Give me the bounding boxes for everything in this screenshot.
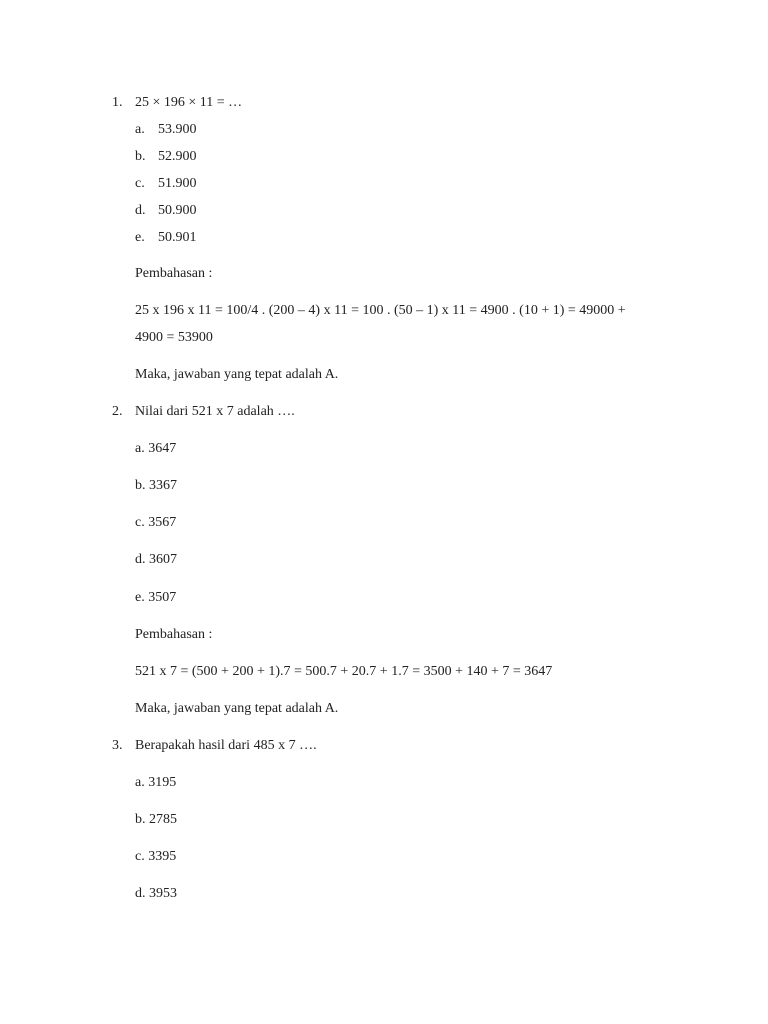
question-text: 25 × 196 × 11 = … [135, 95, 243, 110]
option: c. 3395 [135, 849, 177, 864]
question-text: Nilai dari 521 x 7 adalah …. [135, 404, 295, 419]
option-value: 53.900 [158, 122, 197, 137]
question-number: 3. [112, 738, 123, 753]
option: a. 3647 [135, 441, 177, 456]
discussion-label: Pembahasan : [135, 627, 213, 642]
conclusion: Maka, jawaban yang tepat adalah A. [135, 367, 339, 382]
solution-line: 4900 = 53900 [135, 330, 213, 345]
option: c. 3567 [135, 515, 177, 530]
discussion-label: Pembahasan : [135, 266, 213, 281]
option-value: 52.900 [158, 149, 197, 164]
option: d. 3607 [135, 552, 177, 567]
option-letter: b. [135, 149, 146, 164]
option: d. 3953 [135, 886, 177, 901]
option: a. 3195 [135, 775, 177, 790]
option: e. 3507 [135, 590, 177, 605]
option-value: 50.900 [158, 203, 197, 218]
question-number: 1. [112, 95, 123, 110]
option: b. 3367 [135, 478, 177, 493]
question-text: Berapakah hasil dari 485 x 7 …. [135, 738, 317, 753]
option-letter: d. [135, 203, 146, 218]
option-value: 51.900 [158, 176, 197, 191]
solution-line: 521 x 7 = (500 + 200 + 1).7 = 500.7 + 20.7 + 1.7 = 3500 + 140 + 7 = 3647 [135, 664, 553, 679]
option-letter: e. [135, 230, 145, 245]
option-value: 50.901 [158, 230, 197, 245]
conclusion: Maka, jawaban yang tepat adalah A. [135, 701, 339, 716]
solution-line: 25 x 196 x 11 = 100/4 . (200 – 4) x 11 = 100 . (50 – 1) x 11 = 4900 . (10 + 1) = 49000 + [135, 303, 626, 318]
option: b. 2785 [135, 812, 177, 827]
option-letter: a. [135, 122, 145, 137]
option-letter: c. [135, 176, 145, 191]
question-number: 2. [112, 404, 123, 419]
